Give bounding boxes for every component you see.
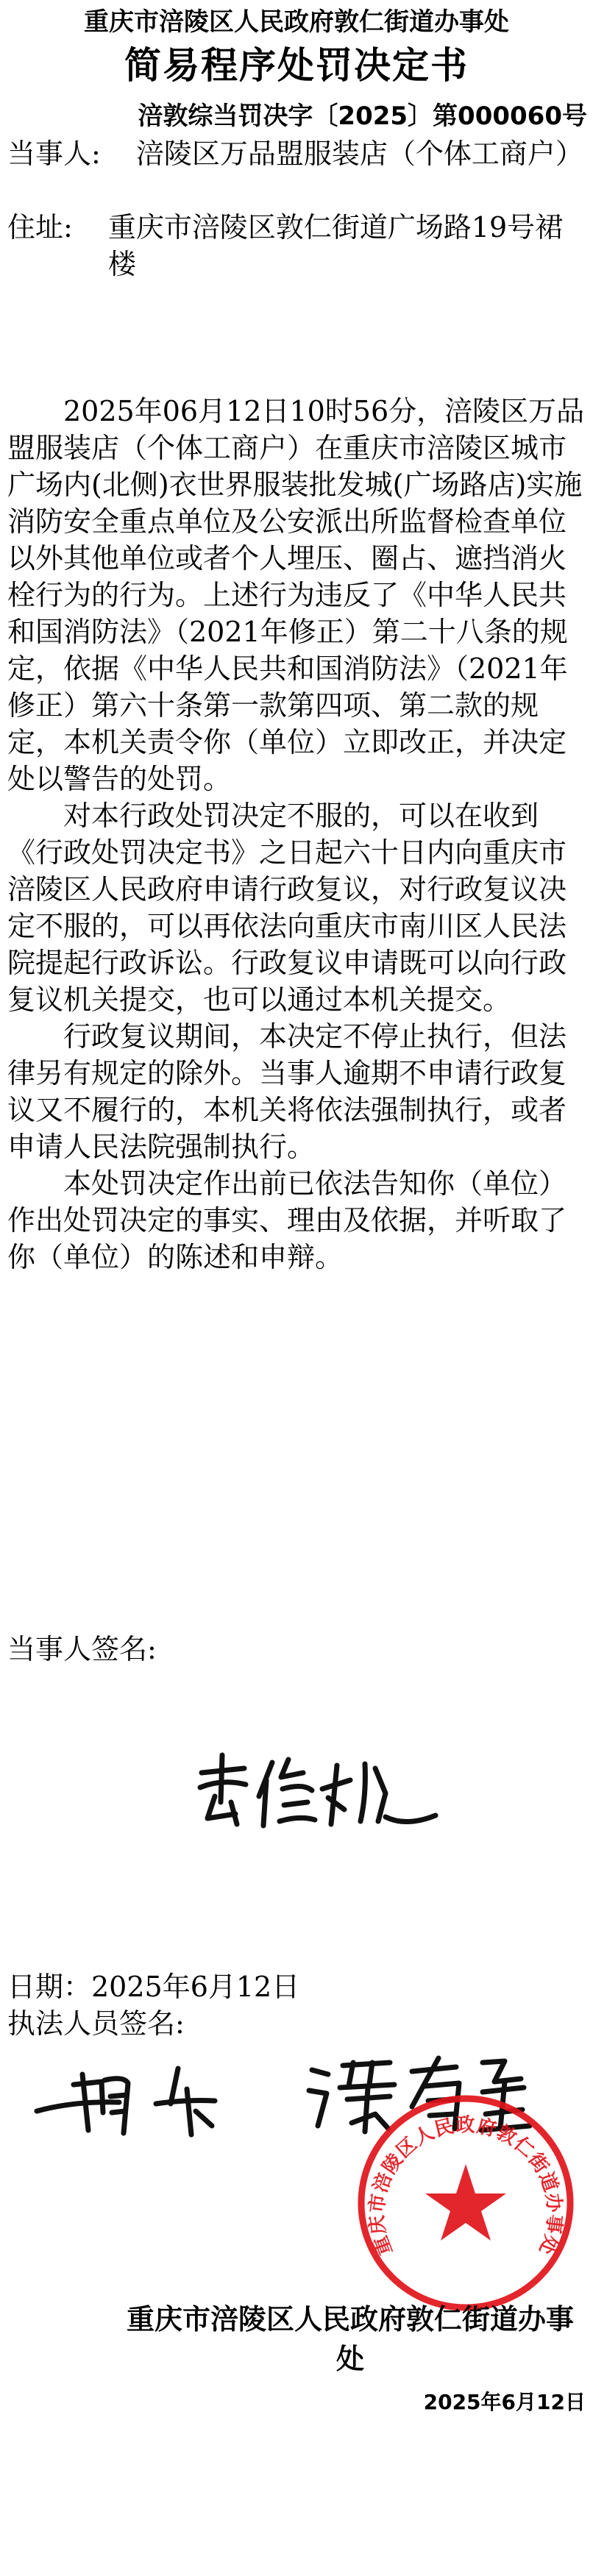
party-value: 涪陵区万品盟服装店（个体工商户）: [135, 138, 583, 170]
signature-date: 日期：2025年6月12日: [7, 1971, 300, 2003]
issuing-agency: 重庆市涪陵区人民政府敦仁街道办事处: [84, 7, 509, 37]
footer-agency: 重庆市涪陵区人民政府敦仁街道办事处: [126, 2303, 574, 2375]
address-field: [7, 209, 589, 282]
document-number: 涪敦综当罚决字〔2025〕第000060号: [138, 102, 587, 131]
official-seal: [352, 2089, 580, 2317]
party-field: [7, 135, 589, 172]
address-label: 住址:: [7, 211, 73, 243]
officer-signature-1: [31, 2060, 252, 2141]
address-value: 重庆市涪陵区敦仁街道广场路19号裙楼: [107, 211, 564, 280]
party-signature: [193, 1751, 443, 1832]
facts-paragraph: 2025年06月12日10时56分，涪陵区万品盟服装店（个体工商户）在重庆市涪陵区城市广场内(北侧)衣世界服装批发城(广场路店)实施消防安全重点单位及公安派出所监督检查单位以外其他单位或者个人埋压、圈占、遮挡消火栓行为的行为。上述行为违反了《中华人民共和国消防法》（2021年修正）第二十八条的规定，依据《中华人民共和国消防法》（2021年修正）第六十条第一款第四项、第二款的规定，本机关责令你（单位）立即改正，并决定处以警告的处罚。: [7, 395, 585, 795]
review-rights-paragraph: 对本行政处罚决定不服的，可以在收到《行政处罚决定书》之日起六十日内向重庆市涪陵区人民政府申请行政复议，对行政复议决定不服的，可以再依法向重庆市南川区人民法院提起行政诉讼。行政复议申请既可以向行政复议机关提交，也可以通过本机关提交。: [7, 800, 567, 1016]
notification-paragraph: 本处罚决定作出前已依法告知你（单位）作出处罚决定的事实、理由及依据，并听取了你（单位）的陈述和申辩。: [7, 1167, 567, 1273]
document-title: 简易程序处罚决定书: [124, 44, 469, 87]
party-label: 当事人:: [7, 138, 101, 170]
svg-text:重庆市涪陵区人民政府敦仁街道办事处: 重庆市涪陵区人民政府敦仁街道办事处: [366, 2114, 566, 2259]
footer-date: 2025年6月12日: [423, 2390, 586, 2414]
officer-signature-label: 执法人员签名:: [7, 2007, 185, 2040]
execution-paragraph: 行政复议期间，本决定不停止执行，但法律另有规定的除外。当事人逾期不申请行政复议又不履行的，本机关将依法强制执行，或者申请人民法院强制执行。: [7, 1020, 567, 1163]
party-signature-label: 当事人签名:: [7, 1633, 157, 1665]
decision-body: [7, 393, 589, 1275]
